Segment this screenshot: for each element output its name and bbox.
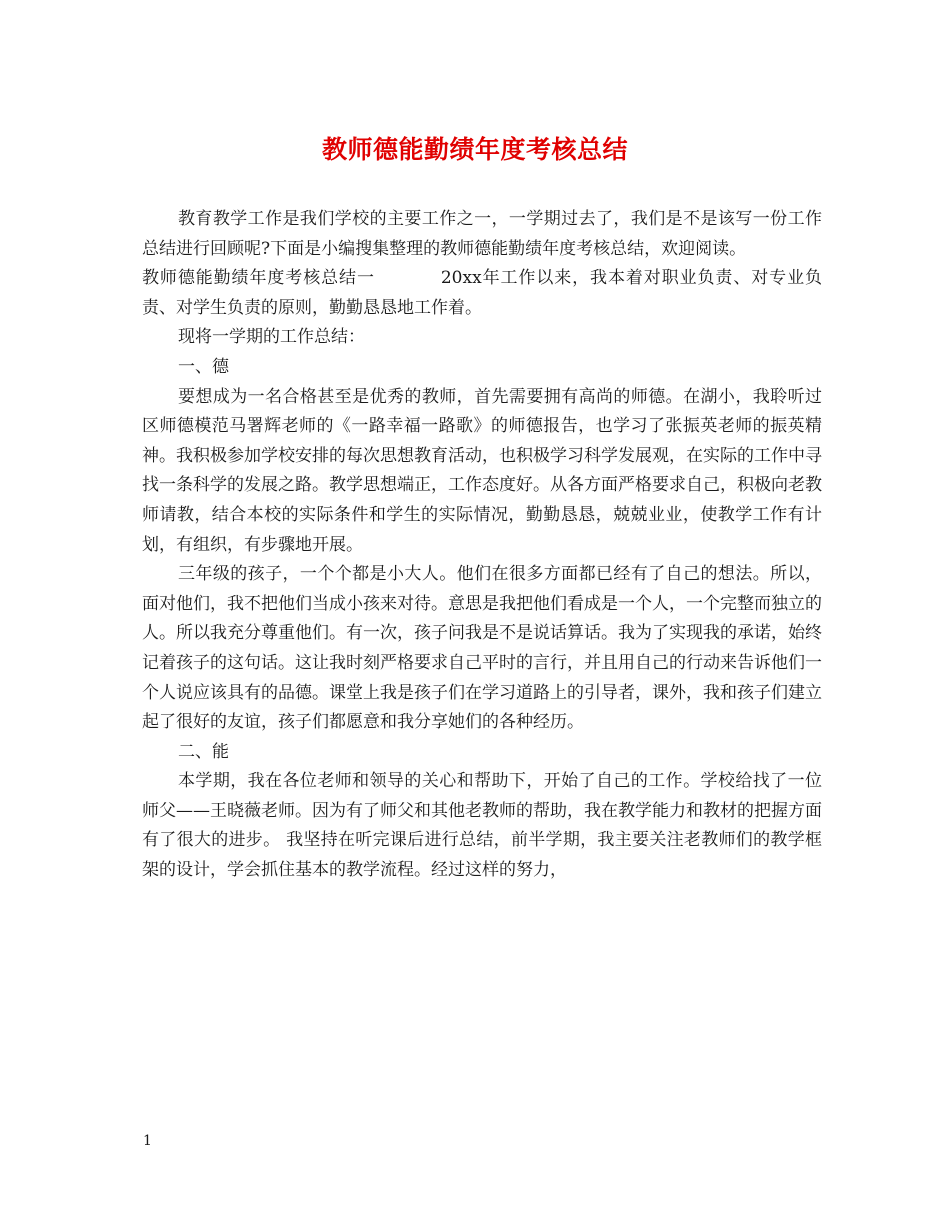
summary-lead: 现将一学期的工作总结： (178, 327, 365, 348)
section-intro: 20xx年工作以来，我本着对职业负责、对专业负责、对学生负责的原则，勤勤恳恳地工作着。 (142, 268, 822, 318)
section-heading-line (142, 264, 822, 323)
section-heading: 教师德能勤绩年度考核总结一 (142, 268, 375, 289)
intro-paragraph: 教育教学工作是我们学校的主要工作之一，一学期过去了，我们是不是该写一份工作总结进行回顾呢?下面是小编搜集整理的教师德能勤绩年度考核总结，欢迎阅读。 (142, 209, 822, 259)
document-body (142, 205, 822, 886)
document-title: 教师德能勤绩年度考核总结 (321, 135, 628, 164)
paragraph-de-1: 要想成为一名合格甚至是优秀的教师，首先需要拥有高尚的师德。在湖小，我聆听过区师德模范马署辉老师的《一路幸福一路歌》的师德报告，也学习了张振英老师的振英精神。我积极参加学校安排的每次思想教育活动，也积极学习科学发展观，在实际的工作中寻找一条科学的发展之路。教学思想端正，工作态度好。从各方面严格要求自己，积极向老教师请教，结合本校的实际条件和学生的实际情况，勤勤恳恳，兢兢业业，使教学工作有计划，有组织，有步骤地开展。 (142, 386, 822, 555)
page-number: 1 (143, 1133, 152, 1149)
heading-de: 一、德 (178, 356, 229, 377)
heading-neng: 二、能 (178, 741, 229, 762)
paragraph-neng-1: 本学期，我在各位老师和领导的关心和帮助下，开始了自己的工作。学校给找了一位师父——王晓薇老师。因为有了师父和其他老教师的帮助，我在教学能力和教材的把握方面有了很大的进步。 我坚持在听完课后进行总结，前半学期，我主要关注老教师们的教学框架的设计，学会抓住基本的教学流程。经过这样的努力， (142, 771, 822, 881)
paragraph-de-2: 三年级的孩子，一个个都是小大人。他们在很多方面都已经有了自己的想法。所以，面对他们，我不把他们当成小孩来对待。意思是我把他们看成是一个人，一个完整而独立的人。所以我充分尊重他们。有一次，孩子问我是不是说话算话。我为了实现我的承诺，始终记着孩子的这句话。这让我时刻严格要求自己平时的言行，并且用自己的行动来告诉他们一个人说应该具有的品德。课堂上我是孩子们在学习道路上的引导者，课外，我和孩子们建立起了很好的友谊，孩子们都愿意和我分享她们的各种经历。 (142, 564, 822, 733)
